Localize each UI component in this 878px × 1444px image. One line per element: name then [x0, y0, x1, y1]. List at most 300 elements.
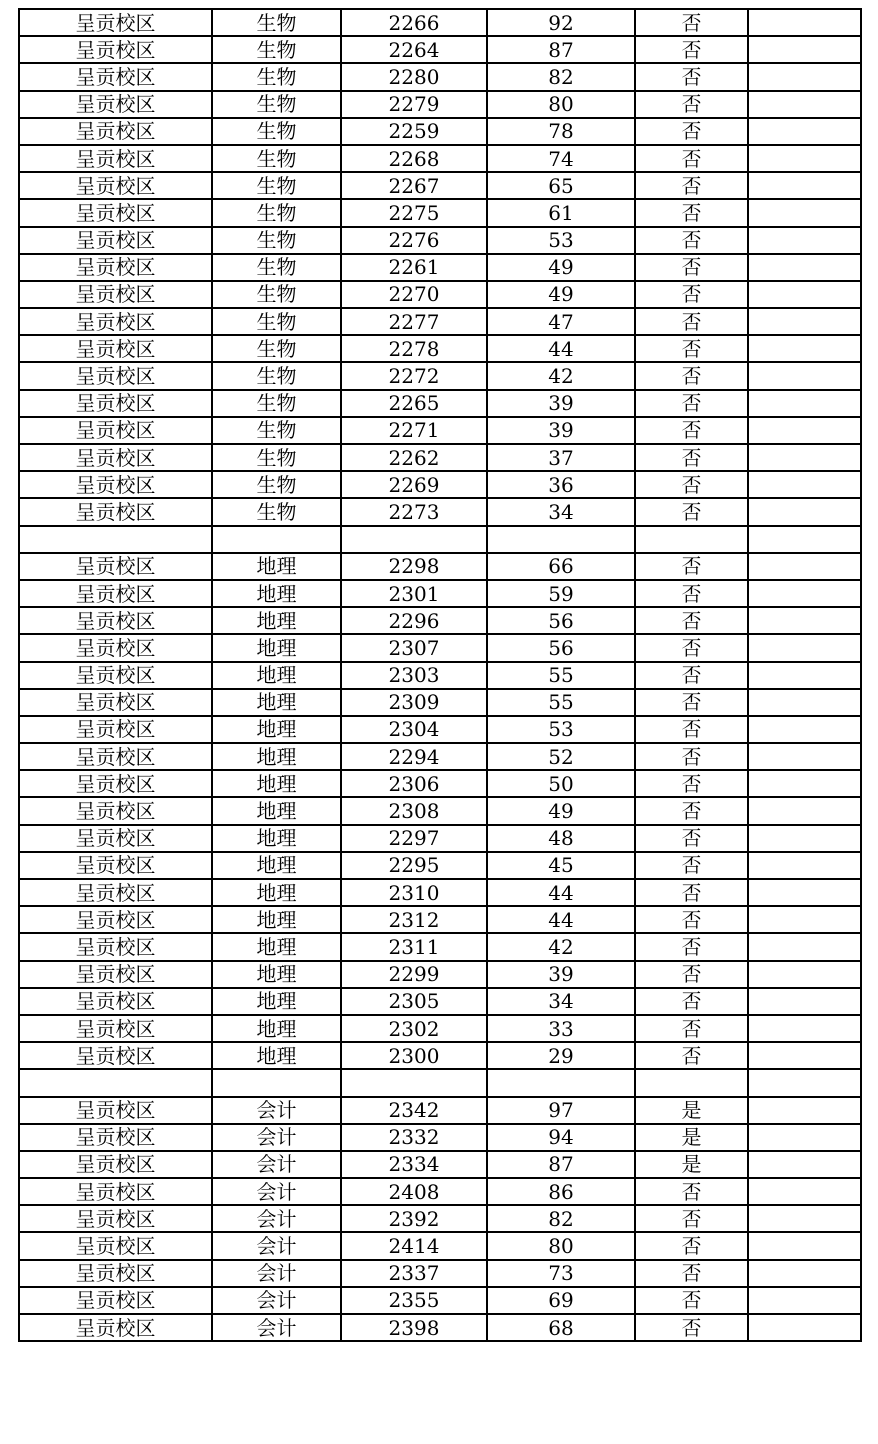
flag-cell: 否	[635, 879, 748, 906]
spacer-row	[19, 1069, 861, 1096]
flag-cell: 否	[635, 662, 748, 689]
empty-cell	[748, 1260, 861, 1287]
subject-cell: 生物	[212, 36, 341, 63]
score-cell: 44	[487, 335, 635, 362]
subject-cell: 生物	[212, 227, 341, 254]
score-table-sheet	[18, 8, 862, 1342]
table-row	[19, 36, 861, 63]
flag-cell: 否	[635, 498, 748, 525]
id-cell: 2309	[341, 689, 487, 716]
flag-cell: 是	[635, 1151, 748, 1178]
score-cell: 82	[487, 63, 635, 90]
campus-cell: 呈贡校区	[19, 118, 212, 145]
id-cell: 2277	[341, 308, 487, 335]
score-cell: 48	[487, 825, 635, 852]
id-cell: 2337	[341, 1260, 487, 1287]
empty-cell	[748, 9, 861, 36]
campus-cell: 呈贡校区	[19, 199, 212, 226]
id-cell: 2392	[341, 1205, 487, 1232]
table-row	[19, 580, 861, 607]
subject-cell: 生物	[212, 199, 341, 226]
score-cell: 34	[487, 498, 635, 525]
empty-cell	[748, 852, 861, 879]
flag-cell: 否	[635, 1042, 748, 1069]
empty-cell	[748, 825, 861, 852]
table-row	[19, 634, 861, 661]
campus-cell: 呈贡校区	[19, 362, 212, 389]
table-row	[19, 1287, 861, 1314]
flag-cell: 否	[635, 227, 748, 254]
table-row	[19, 689, 861, 716]
campus-cell: 呈贡校区	[19, 1260, 212, 1287]
flag-cell: 否	[635, 1015, 748, 1042]
campus-cell: 呈贡校区	[19, 961, 212, 988]
subject-cell: 会计	[212, 1287, 341, 1314]
score-cell: 87	[487, 1151, 635, 1178]
empty-cell	[748, 417, 861, 444]
id-cell: 2303	[341, 662, 487, 689]
campus-cell: 呈贡校区	[19, 91, 212, 118]
flag-cell: 否	[635, 281, 748, 308]
id-cell: 2272	[341, 362, 487, 389]
id-cell: 2265	[341, 390, 487, 417]
table-row	[19, 988, 861, 1015]
id-cell: 2259	[341, 118, 487, 145]
table-row	[19, 743, 861, 770]
id-cell: 2305	[341, 988, 487, 1015]
subject-cell	[212, 1069, 341, 1096]
empty-cell	[748, 1124, 861, 1151]
flag-cell: 否	[635, 145, 748, 172]
subject-cell: 地理	[212, 770, 341, 797]
subject-cell: 生物	[212, 9, 341, 36]
score-cell: 87	[487, 36, 635, 63]
flag-cell: 否	[635, 1205, 748, 1232]
flag-cell: 否	[635, 553, 748, 580]
campus-cell: 呈贡校区	[19, 1178, 212, 1205]
subject-cell: 会计	[212, 1151, 341, 1178]
table-row	[19, 335, 861, 362]
campus-cell: 呈贡校区	[19, 1151, 212, 1178]
subject-cell: 地理	[212, 852, 341, 879]
flag-cell: 否	[635, 471, 748, 498]
flag-cell: 是	[635, 1124, 748, 1151]
flag-cell: 否	[635, 1232, 748, 1259]
campus-cell: 呈贡校区	[19, 1232, 212, 1259]
id-cell: 2262	[341, 444, 487, 471]
table-row	[19, 1232, 861, 1259]
flag-cell: 否	[635, 961, 748, 988]
flag-cell: 否	[635, 689, 748, 716]
table-row	[19, 716, 861, 743]
empty-cell	[748, 1232, 861, 1259]
score-cell: 37	[487, 444, 635, 471]
subject-cell: 会计	[212, 1232, 341, 1259]
score-cell: 86	[487, 1178, 635, 1205]
empty-cell	[748, 770, 861, 797]
score-cell: 65	[487, 172, 635, 199]
id-cell: 2297	[341, 825, 487, 852]
flag-cell: 否	[635, 308, 748, 335]
flag-cell: 否	[635, 362, 748, 389]
empty-cell	[748, 553, 861, 580]
subject-cell: 地理	[212, 961, 341, 988]
subject-cell: 生物	[212, 498, 341, 525]
id-cell: 2299	[341, 961, 487, 988]
campus-cell: 呈贡校区	[19, 417, 212, 444]
table-row	[19, 63, 861, 90]
campus-cell: 呈贡校区	[19, 1042, 212, 1069]
table-row	[19, 1097, 861, 1124]
id-cell: 2264	[341, 36, 487, 63]
score-cell: 80	[487, 1232, 635, 1259]
campus-cell: 呈贡校区	[19, 471, 212, 498]
score-cell: 47	[487, 308, 635, 335]
empty-cell	[748, 335, 861, 362]
table-row	[19, 9, 861, 36]
subject-cell: 生物	[212, 281, 341, 308]
flag-cell: 否	[635, 1287, 748, 1314]
subject-cell: 地理	[212, 797, 341, 824]
subject-cell: 生物	[212, 362, 341, 389]
table-row	[19, 172, 861, 199]
empty-cell	[748, 1178, 861, 1205]
empty-cell	[748, 743, 861, 770]
subject-cell: 地理	[212, 716, 341, 743]
flag-cell: 否	[635, 580, 748, 607]
campus-cell: 呈贡校区	[19, 906, 212, 933]
table-row	[19, 498, 861, 525]
table-row	[19, 471, 861, 498]
empty-cell	[748, 362, 861, 389]
campus-cell: 呈贡校区	[19, 607, 212, 634]
score-cell: 39	[487, 390, 635, 417]
score-cell: 53	[487, 227, 635, 254]
flag-cell: 否	[635, 634, 748, 661]
score-cell	[487, 1069, 635, 1096]
score-cell: 52	[487, 743, 635, 770]
campus-cell: 呈贡校区	[19, 390, 212, 417]
flag-cell: 否	[635, 390, 748, 417]
campus-cell: 呈贡校区	[19, 743, 212, 770]
score-cell: 42	[487, 933, 635, 960]
score-cell: 44	[487, 906, 635, 933]
table-row	[19, 1042, 861, 1069]
flag-cell	[635, 1069, 748, 1096]
table-row	[19, 362, 861, 389]
flag-cell: 否	[635, 335, 748, 362]
flag-cell: 否	[635, 63, 748, 90]
subject-cell: 会计	[212, 1097, 341, 1124]
score-cell: 56	[487, 634, 635, 661]
subject-cell: 地理	[212, 988, 341, 1015]
score-cell: 73	[487, 1260, 635, 1287]
campus-cell: 呈贡校区	[19, 797, 212, 824]
flag-cell: 否	[635, 1178, 748, 1205]
score-cell: 53	[487, 716, 635, 743]
id-cell: 2298	[341, 553, 487, 580]
empty-cell	[748, 498, 861, 525]
table-row	[19, 553, 861, 580]
campus-cell: 呈贡校区	[19, 281, 212, 308]
campus-cell: 呈贡校区	[19, 689, 212, 716]
campus-cell: 呈贡校区	[19, 770, 212, 797]
table-row	[19, 825, 861, 852]
table-row	[19, 961, 861, 988]
campus-cell: 呈贡校区	[19, 254, 212, 281]
empty-cell	[748, 444, 861, 471]
id-cell: 2279	[341, 91, 487, 118]
score-cell: 44	[487, 879, 635, 906]
flag-cell	[635, 526, 748, 553]
subject-cell: 生物	[212, 118, 341, 145]
id-cell	[341, 1069, 487, 1096]
empty-cell	[748, 716, 861, 743]
subject-cell: 生物	[212, 390, 341, 417]
table-row	[19, 1205, 861, 1232]
table-row	[19, 852, 861, 879]
flag-cell: 否	[635, 825, 748, 852]
campus-cell: 呈贡校区	[19, 580, 212, 607]
flag-cell: 否	[635, 417, 748, 444]
table-row	[19, 1124, 861, 1151]
flag-cell: 否	[635, 933, 748, 960]
empty-cell	[748, 1042, 861, 1069]
table-row	[19, 906, 861, 933]
campus-cell: 呈贡校区	[19, 634, 212, 661]
table-row	[19, 118, 861, 145]
id-cell: 2273	[341, 498, 487, 525]
empty-cell	[748, 1097, 861, 1124]
empty-cell	[748, 879, 861, 906]
id-cell	[341, 526, 487, 553]
campus-cell: 呈贡校区	[19, 852, 212, 879]
empty-cell	[748, 390, 861, 417]
flag-cell: 否	[635, 607, 748, 634]
subject-cell: 地理	[212, 634, 341, 661]
campus-cell: 呈贡校区	[19, 63, 212, 90]
score-table-body	[19, 9, 861, 1341]
score-cell: 80	[487, 91, 635, 118]
table-row	[19, 879, 861, 906]
campus-cell: 呈贡校区	[19, 1314, 212, 1341]
campus-cell: 呈贡校区	[19, 36, 212, 63]
campus-cell: 呈贡校区	[19, 716, 212, 743]
id-cell: 2355	[341, 1287, 487, 1314]
empty-cell	[748, 145, 861, 172]
id-cell: 2307	[341, 634, 487, 661]
id-cell: 2312	[341, 906, 487, 933]
table-row	[19, 254, 861, 281]
subject-cell: 地理	[212, 906, 341, 933]
empty-cell	[748, 1205, 861, 1232]
table-row	[19, 1260, 861, 1287]
subject-cell: 生物	[212, 145, 341, 172]
empty-cell	[748, 797, 861, 824]
flag-cell: 否	[635, 199, 748, 226]
campus-cell: 呈贡校区	[19, 662, 212, 689]
id-cell: 2332	[341, 1124, 487, 1151]
id-cell: 2266	[341, 9, 487, 36]
id-cell: 2268	[341, 145, 487, 172]
table-row	[19, 607, 861, 634]
id-cell: 2304	[341, 716, 487, 743]
id-cell: 2302	[341, 1015, 487, 1042]
campus-cell: 呈贡校区	[19, 172, 212, 199]
flag-cell: 否	[635, 254, 748, 281]
score-cell: 39	[487, 417, 635, 444]
flag-cell: 否	[635, 1314, 748, 1341]
flag-cell: 否	[635, 988, 748, 1015]
flag-cell: 否	[635, 797, 748, 824]
id-cell: 2278	[341, 335, 487, 362]
flag-cell: 否	[635, 1260, 748, 1287]
score-cell: 29	[487, 1042, 635, 1069]
score-cell: 74	[487, 145, 635, 172]
campus-cell: 呈贡校区	[19, 988, 212, 1015]
empty-cell	[748, 961, 861, 988]
empty-cell	[748, 634, 861, 661]
id-cell: 2275	[341, 199, 487, 226]
empty-cell	[748, 199, 861, 226]
empty-cell	[748, 1314, 861, 1341]
empty-cell	[748, 1015, 861, 1042]
score-cell: 82	[487, 1205, 635, 1232]
campus-cell	[19, 526, 212, 553]
subject-cell: 地理	[212, 689, 341, 716]
id-cell: 2414	[341, 1232, 487, 1259]
subject-cell: 生物	[212, 63, 341, 90]
subject-cell: 地理	[212, 662, 341, 689]
spacer-row	[19, 526, 861, 553]
id-cell: 2306	[341, 770, 487, 797]
table-row	[19, 308, 861, 335]
table-row	[19, 444, 861, 471]
campus-cell: 呈贡校区	[19, 9, 212, 36]
subject-cell: 生物	[212, 417, 341, 444]
subject-cell: 地理	[212, 743, 341, 770]
subject-cell: 地理	[212, 580, 341, 607]
campus-cell: 呈贡校区	[19, 1015, 212, 1042]
table-row	[19, 662, 861, 689]
id-cell: 2408	[341, 1178, 487, 1205]
score-cell: 92	[487, 9, 635, 36]
campus-cell: 呈贡校区	[19, 444, 212, 471]
table-row	[19, 1178, 861, 1205]
score-cell: 66	[487, 553, 635, 580]
table-row	[19, 1314, 861, 1341]
score-cell: 50	[487, 770, 635, 797]
empty-cell	[748, 689, 861, 716]
table-row	[19, 1151, 861, 1178]
score-cell: 68	[487, 1314, 635, 1341]
score-cell: 59	[487, 580, 635, 607]
campus-cell: 呈贡校区	[19, 553, 212, 580]
flag-cell: 否	[635, 36, 748, 63]
campus-cell: 呈贡校区	[19, 933, 212, 960]
table-row	[19, 770, 861, 797]
campus-cell: 呈贡校区	[19, 498, 212, 525]
score-cell: 49	[487, 797, 635, 824]
id-cell: 2301	[341, 580, 487, 607]
empty-cell	[748, 607, 861, 634]
score-cell: 49	[487, 281, 635, 308]
empty-cell	[748, 662, 861, 689]
campus-cell: 呈贡校区	[19, 308, 212, 335]
empty-cell	[748, 471, 861, 498]
subject-cell: 地理	[212, 607, 341, 634]
empty-cell	[748, 906, 861, 933]
id-cell: 2271	[341, 417, 487, 444]
table-row	[19, 933, 861, 960]
score-cell: 42	[487, 362, 635, 389]
empty-cell	[748, 526, 861, 553]
id-cell: 2296	[341, 607, 487, 634]
subject-cell	[212, 526, 341, 553]
score-cell: 45	[487, 852, 635, 879]
subject-cell: 会计	[212, 1260, 341, 1287]
flag-cell: 否	[635, 743, 748, 770]
flag-cell: 否	[635, 770, 748, 797]
table-row	[19, 417, 861, 444]
campus-cell: 呈贡校区	[19, 825, 212, 852]
subject-cell: 地理	[212, 879, 341, 906]
score-cell: 61	[487, 199, 635, 226]
score-cell: 94	[487, 1124, 635, 1151]
score-cell: 49	[487, 254, 635, 281]
id-cell: 2270	[341, 281, 487, 308]
flag-cell: 否	[635, 172, 748, 199]
table-row	[19, 797, 861, 824]
score-cell: 55	[487, 662, 635, 689]
table-row	[19, 227, 861, 254]
id-cell: 2310	[341, 879, 487, 906]
empty-cell	[748, 1287, 861, 1314]
table-row	[19, 1015, 861, 1042]
table-row	[19, 199, 861, 226]
score-cell: 33	[487, 1015, 635, 1042]
subject-cell: 生物	[212, 471, 341, 498]
id-cell: 2295	[341, 852, 487, 879]
subject-cell: 地理	[212, 553, 341, 580]
score-cell	[487, 526, 635, 553]
id-cell: 2311	[341, 933, 487, 960]
subject-cell: 生物	[212, 308, 341, 335]
campus-cell: 呈贡校区	[19, 227, 212, 254]
empty-cell	[748, 91, 861, 118]
subject-cell: 会计	[212, 1178, 341, 1205]
table-row	[19, 281, 861, 308]
empty-cell	[748, 580, 861, 607]
subject-cell: 会计	[212, 1124, 341, 1151]
empty-cell	[748, 988, 861, 1015]
subject-cell: 生物	[212, 444, 341, 471]
subject-cell: 生物	[212, 254, 341, 281]
score-cell: 39	[487, 961, 635, 988]
score-cell: 56	[487, 607, 635, 634]
campus-cell: 呈贡校区	[19, 145, 212, 172]
subject-cell: 生物	[212, 91, 341, 118]
id-cell: 2308	[341, 797, 487, 824]
campus-cell: 呈贡校区	[19, 1097, 212, 1124]
empty-cell	[748, 172, 861, 199]
empty-cell	[748, 254, 861, 281]
empty-cell	[748, 36, 861, 63]
score-cell: 55	[487, 689, 635, 716]
campus-cell: 呈贡校区	[19, 1287, 212, 1314]
table-row	[19, 145, 861, 172]
score-cell: 36	[487, 471, 635, 498]
